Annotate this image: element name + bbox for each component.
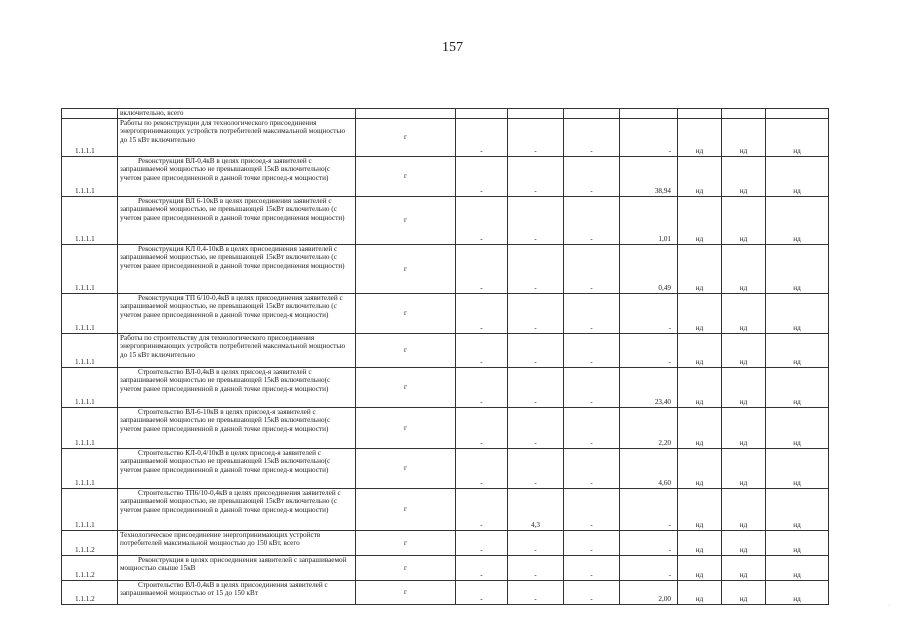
value-cell-4: - [620, 489, 678, 531]
status-cell-2: нд [722, 581, 766, 605]
value-cell-2: - [508, 581, 564, 605]
description-cell: Реконструкция КЛ 0,4-10кВ в целях присоединения заявителей с запрашиваемой мощностью, не превышающей 15кВт включительно (с учетом ранее присоединенной в данной точке присоединения мощности) [118, 245, 356, 294]
status-cell-1: нд [678, 245, 722, 294]
status-cell-1: нд [678, 556, 722, 581]
unit-cell: г [356, 489, 456, 531]
description-cell: Технологическое присоединение энергопринимающих устройств потребителей максимальной мощностью до 150 кВт, всего [118, 531, 356, 556]
value-cell-1: - [456, 245, 508, 294]
value-cell-3: - [564, 531, 620, 556]
code-cell: 1.1.1.1 [62, 294, 118, 334]
value-cell-3: - [564, 197, 620, 245]
unit-cell: г [356, 368, 456, 408]
value-cell-3: - [564, 556, 620, 581]
status-cell-2: нд [722, 197, 766, 245]
value-cell-1: - [456, 581, 508, 605]
description-cell: Работы по реконструкции для технологического присоединения энергопринимающих устройств потребителей максимальной мощностью до 15 кВт включительно [118, 119, 356, 157]
value-cell-2: - [508, 531, 564, 556]
status-cell-1: нд [678, 368, 722, 408]
value-cell-3: - [564, 581, 620, 605]
status-cell-2: нд [722, 449, 766, 489]
code-cell: 1.1.1.2 [62, 581, 118, 605]
status-cell-2: нд [722, 157, 766, 197]
value-cell-1: - [456, 294, 508, 334]
status-cell-2: нд [722, 334, 766, 368]
status-cell-1: нд [678, 294, 722, 334]
status-cell-3: нд [766, 119, 829, 157]
description-cell: Строительство ВЛ-0,4кВ в целях присоединения заявителей с запрашиваемой мощностью от 15 до 150 кВт [118, 581, 356, 605]
value-cell-1: - [456, 334, 508, 368]
value-cell-3: - [564, 449, 620, 489]
value-cell-1: - [456, 489, 508, 531]
value-cell-4: - [620, 556, 678, 581]
status-cell-1: нд [678, 408, 722, 449]
value-cell-3: - [564, 489, 620, 531]
value-cell-3: - [564, 368, 620, 408]
value-cell-2: - [508, 408, 564, 449]
table-row [62, 489, 829, 531]
description-cell: Реконструкция ВЛ 6-10кВ в целях присоединения заявителей с запрашиваемой мощностью, не превышающей 15кВт включительно (с учетом ранее присоединенной в данной точке присоединения мощности) [118, 197, 356, 245]
value-cell-2: - [508, 334, 564, 368]
status-cell-3: нд [766, 294, 829, 334]
table-row [62, 531, 829, 556]
status-cell-2: нд [722, 556, 766, 581]
status-cell-2: нд [722, 489, 766, 531]
description-cell: Строительство ВЛ-6-10кВ в целях присоед-я заявителей с запрашиваемой мощностью не превышающей 15кВ включительно(с учетом ранее присоединенной в данной точке присоед-я мощности) [118, 408, 356, 449]
status-cell-3: нд [766, 245, 829, 294]
status-cell-3: нд [766, 408, 829, 449]
data-table [61, 108, 829, 605]
status-cell-1: нд [678, 334, 722, 368]
status-cell-3: нд [766, 157, 829, 197]
code-cell: 1.1.1.1 [62, 449, 118, 489]
unit-cell: г [356, 334, 456, 368]
value-cell-4: 38,94 [620, 157, 678, 197]
status-cell-1: нд [678, 489, 722, 531]
value-cell-2: - [508, 294, 564, 334]
status-cell-1: нд [678, 157, 722, 197]
table-row [62, 556, 829, 581]
value-cell-4: - [620, 531, 678, 556]
status-cell-1: нд [678, 449, 722, 489]
value-cell-3: - [564, 245, 620, 294]
description-cell: Строительство ТП6/10-0,4кВ в целях присоединения заявителей с запрашиваемой мощностью, не превышающей 15кВт включительно (с учетом ранее присоединенной в данной точке присоед-я мощности) [118, 489, 356, 531]
page-number: 157 [442, 40, 463, 55]
table-row [62, 334, 829, 368]
value-cell-3: - [564, 119, 620, 157]
value-cell-4: - [620, 334, 678, 368]
value-cell-4: 2,20 [620, 408, 678, 449]
table-row-continuation [62, 109, 829, 119]
code-cell [62, 109, 118, 119]
description-cell: Строительство ВЛ-0,4кВ в целях присоед-я заявителей с запрашиваемой мощностью не превышающей 15кВ включительно(с учетом ранее присоединенной в данной точке присоед-я мощности) [118, 368, 356, 408]
value-cell-1: - [456, 556, 508, 581]
status-cell-1: нд [678, 531, 722, 556]
value-cell-2: - [508, 556, 564, 581]
description-cell: Строительство КЛ-0,4/10кВ в целях присоед-я заявителей с запрашиваемой мощностью не превышающей 15кВ включительно(с учетом ранее присоединенной в данной точке присоед-я мощности) [118, 449, 356, 489]
value-cell-1: - [456, 157, 508, 197]
status-cell-2: нд [722, 408, 766, 449]
code-cell: 1.1.1.1 [62, 119, 118, 157]
code-cell: 1.1.1.2 [62, 531, 118, 556]
value-cell-3: - [564, 408, 620, 449]
table-row [62, 157, 829, 197]
table-row [62, 245, 829, 294]
code-cell: 1.1.1.1 [62, 408, 118, 449]
value-cell-4: 1,01 [620, 197, 678, 245]
value-cell-4: 2,00 [620, 581, 678, 605]
status-cell-3: нд [766, 368, 829, 408]
value-cell-2: - [508, 119, 564, 157]
value-cell-4: - [620, 119, 678, 157]
unit-cell: г [356, 531, 456, 556]
value-cell-3: - [564, 294, 620, 334]
unit-cell: г [356, 197, 456, 245]
value-cell-4: 4,60 [620, 449, 678, 489]
status-cell-1: нд [678, 197, 722, 245]
code-cell: 1.1.1.1 [62, 157, 118, 197]
code-cell: 1.1.1.1 [62, 489, 118, 531]
status-cell-1: нд [678, 119, 722, 157]
margin-mark: · [888, 603, 890, 609]
table-row [62, 197, 829, 245]
table-row [62, 368, 829, 408]
table-row [62, 408, 829, 449]
code-cell: 1.1.1.1 [62, 197, 118, 245]
description-cell: Реконструкция ВЛ-0,4кВ в целях присоед-я заявителей с запрашиваемой мощностью не превышающей 15кВ включительно(с учетом ранее присоединенной в данной точке присоед-я мощности) [118, 157, 356, 197]
value-cell-1: - [456, 531, 508, 556]
unit-cell: г [356, 408, 456, 449]
table-row [62, 294, 829, 334]
unit-cell: г [356, 556, 456, 581]
value-cell-1: - [456, 197, 508, 245]
code-cell: 1.1.1.2 [62, 556, 118, 581]
unit-cell: г [356, 245, 456, 294]
value-cell-1: - [456, 408, 508, 449]
value-cell-1: - [456, 368, 508, 408]
value-cell-2: - [508, 449, 564, 489]
unit-cell: г [356, 294, 456, 334]
unit-cell: г [356, 449, 456, 489]
value-cell-2: - [508, 197, 564, 245]
status-cell-2: нд [722, 119, 766, 157]
unit-cell: г [356, 157, 456, 197]
status-cell-2: нд [722, 294, 766, 334]
unit-cell: г [356, 119, 456, 157]
status-cell-3: нд [766, 334, 829, 368]
description-cell: включительно, всего [118, 109, 356, 119]
description-cell: Реконструкция ТП 6/10-0,4кВ в целях присоединения заявителей с запрашиваемой мощностью, не превышающей 15кВт включительно (с учетом ранее присоединенной в данной точке присоед-я мощности) [118, 294, 356, 334]
status-cell-2: нд [722, 368, 766, 408]
code-cell: 1.1.1.1 [62, 368, 118, 408]
status-cell-3: нд [766, 581, 829, 605]
status-cell-3: нд [766, 556, 829, 581]
value-cell-3: - [564, 334, 620, 368]
value-cell-3: - [564, 157, 620, 197]
status-cell-2: нд [722, 531, 766, 556]
value-cell-1: - [456, 449, 508, 489]
value-cell-2: 4,3 [508, 489, 564, 531]
value-cell-1: - [456, 119, 508, 157]
status-cell-3: нд [766, 197, 829, 245]
status-cell-3: нд [766, 531, 829, 556]
value-cell-2: - [508, 245, 564, 294]
unit-cell: г [356, 581, 456, 605]
value-cell-2: - [508, 368, 564, 408]
status-cell-3: нд [766, 449, 829, 489]
table-row [62, 581, 829, 605]
value-cell-4: - [620, 294, 678, 334]
value-cell-4: 23,40 [620, 368, 678, 408]
value-cell-4: 0,49 [620, 245, 678, 294]
status-cell-3: нд [766, 489, 829, 531]
code-cell: 1.1.1.1 [62, 334, 118, 368]
table-row [62, 119, 829, 157]
table-row [62, 449, 829, 489]
description-cell: Реконструкция в целях присоединения заявителей с запрашиваемой мощностью свыше 15кВ [118, 556, 356, 581]
status-cell-2: нд [722, 245, 766, 294]
code-cell: 1.1.1.1 [62, 245, 118, 294]
status-cell-1: нд [678, 581, 722, 605]
value-cell-2: - [508, 157, 564, 197]
description-cell: Работы по строительству для технологического присоединения энергопринимающих устройств потребителей максимальной мощностью до 15 кВт включительно [118, 334, 356, 368]
